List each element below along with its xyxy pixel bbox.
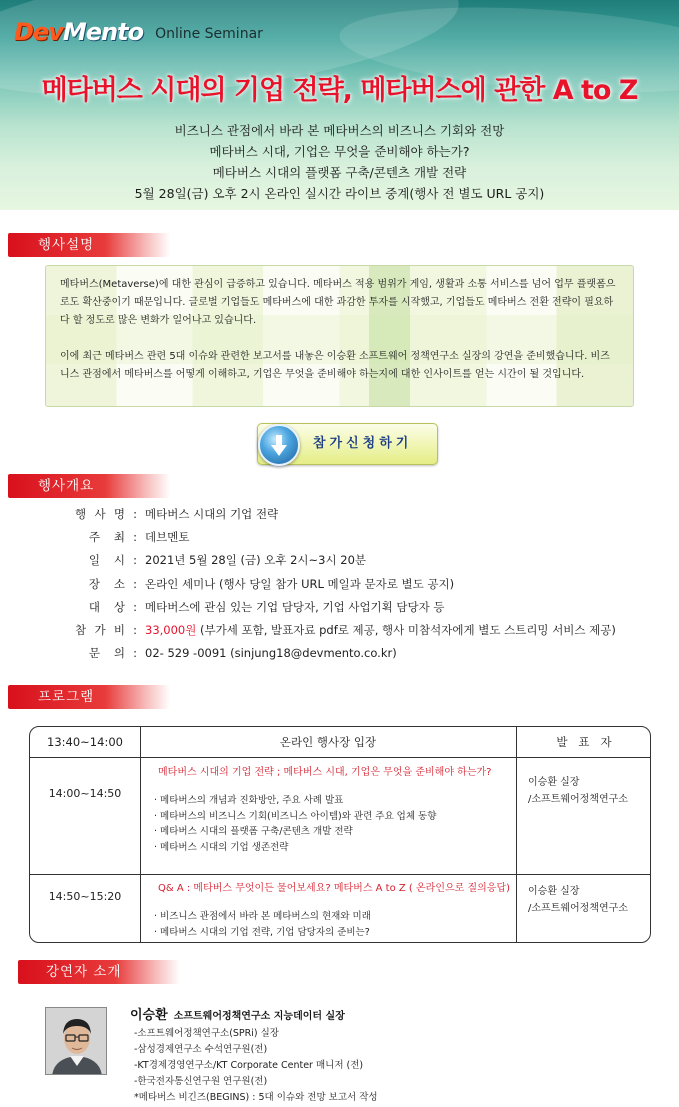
session-speaker: 이승환 실장 /소프트웨어정책연구소	[528, 886, 628, 914]
description-box	[45, 265, 634, 407]
header-banner	[0, 0, 679, 210]
overview-key: 주 최	[88, 530, 125, 545]
overview-value: 메타버스 시대의 기업 전략	[145, 507, 279, 521]
program-header-title: 온라인 행사장 입장	[279, 735, 377, 749]
overview-value: 33,000원 (부가세 포함, 발표자료 pdf로 제공, 행사 미참석자에게 별도 스트리밍 서비스 제공)	[145, 622, 616, 637]
session-bullets: · 메타버스의 개념과 진화방안, 주요 사례 발표 · 메타버스의 비즈니스 기회(비즈니스 아이템)와 관련 주요 업체 동향 · 메타버스 시대의 플랫폼 구축/콘텐츠 개발 전략 · 메타버스 시대의 기업 생존전략	[154, 795, 437, 853]
section-header-overview: 행사개요	[8, 474, 170, 498]
overview-row: 행 사 명 : 메타버스 시대의 기업 전략	[75, 503, 616, 526]
register-button-label: 참가신청하기	[313, 436, 413, 451]
overview-key: 참 가 비	[75, 622, 125, 637]
logo-subtitle: Online Seminar	[155, 26, 263, 42]
overview-key: 행 사 명	[75, 507, 125, 521]
overview-value: 온라인 세미나 (행사 당일 참가 URL 메일과 문자로 별도 공지)	[145, 576, 455, 591]
overview-key: 문 의	[88, 646, 125, 661]
header-sublines	[0, 120, 679, 204]
career-item: -한국전자통신연구원 연구원(전)	[134, 1076, 268, 1087]
overview-value: 메타버스에 관심 있는 기업 담당자, 기업 사업기획 담당자 등	[145, 599, 445, 614]
fee-amount: 33,000원	[145, 622, 197, 637]
overview-row: 장 소 : 온라인 세미나 (행사 당일 참가 URL 메일과 문자로 별도 공지)	[75, 573, 616, 596]
section-header-description: 행사설명	[8, 233, 170, 257]
section-header-program: 프로그램	[8, 685, 170, 709]
logo-mento: Mento	[62, 18, 144, 46]
down-arrow-icon	[258, 424, 300, 466]
career-item: -KT경제경영연구소/KT Corporate Center 매니저 (전)	[134, 1060, 364, 1071]
description-paragraph: 메타버스(Metaverse)에 대한 관심이 급증하고 있습니다. 메타버스 적용 범위가 게임, 생활과 소통 서비스를 넘어 업무 플랫폼으로도 확산중이기 때문입니다. 글로벌 기업들도 메타버스에 대한 과감한 투자를 시작했고, 기업들도 메타버스 전환 전략이 필요하다 할 정도로 많은 변화가 일어나고 있습니다.	[60, 279, 616, 326]
header-line: 메타버스 시대, 기업은 무엇을 준비해야 하는가?	[209, 144, 470, 159]
page-title: 메타버스 시대의 기업 전략, 메타버스에 관한 A to Z	[41, 75, 638, 106]
description-paragraph: 이에 최근 메타버스 관련 5대 이슈와 관련한 보고서를 내놓은 이승환 소프트웨어 정책연구소 실장의 강연을 준비했습니다. 비즈니스 관점에서 메타버스를 어떻게 이해하고, 기업은 무엇을 준비해야 하는지에 대한 인사이트를 얻는 시간이 될 것입니다.	[60, 351, 610, 380]
overview-key: 일 시	[88, 553, 125, 568]
session-title: 메타버스 시대의 기업 전략 ; 메타버스 시대, 기업은 무엇을 준비해야 하는가?	[158, 767, 492, 778]
overview-value: 데브멘토	[145, 530, 190, 545]
section-header-speaker: 강연자 소개	[18, 960, 180, 984]
overview-value: 02- 529 -0091 (sinjung18@devmento.co.kr)	[145, 646, 397, 661]
overview-row: 참 가 비 : 33,000원 (부가세 포함, 발표자료 pdf로 제공, 행사 미참석자에게 별도 스트리밍 서비스 제공)	[75, 619, 616, 642]
program-header-speaker: 발 표 자	[556, 735, 612, 749]
overview-row: 대 상 : 메타버스에 관심 있는 기업 담당자, 기업 사업기획 담당자 등	[75, 596, 616, 619]
speaker-career-list	[134, 1026, 378, 1106]
session-time: 14:00~14:50	[48, 787, 122, 800]
speaker-photo	[45, 1007, 107, 1075]
speaker-name: 이승환 소프트웨어정책연구소 지능데이터 실장	[130, 1008, 345, 1023]
career-item: *메타버스 비긴즈(BEGINS) : 5대 이슈와 전망 보고서 작성	[134, 1092, 378, 1103]
header-line: 메타버스 시대의 플랫폼 구축/콘텐츠 개발 전략	[212, 165, 467, 180]
session-time: 14:50~15:20	[48, 890, 122, 903]
overview-row: 문 의 : 02- 529 -0091 (sinjung18@devmento.co.kr)	[75, 642, 616, 665]
header-line: 5월 28일(금) 오후 2시 온라인 실시간 라이브 중계(행사 전 별도 URL 공지)	[134, 186, 545, 201]
overview-value: 2021년 5월 28일 (금) 오후 2시~3시 20분	[145, 553, 367, 568]
overview-row: 일 시 : 2021년 5월 28일 (금) 오후 2시~3시 20분	[75, 549, 616, 572]
career-item: -소프트웨어정책연구소(SPRi) 실장	[134, 1028, 279, 1039]
session-bullets: · 비즈니스 관점에서 바라 본 메타버스의 현재와 미래 · 메타버스 시대의 기업 전략, 기업 담당자의 준비는?	[154, 911, 371, 938]
header-line: 비즈니스 관점에서 바라 본 메타버스의 비즈니스 기회와 전망	[174, 123, 505, 138]
overview-key: 대 상	[88, 599, 125, 614]
devmento-logo[interactable]	[14, 16, 263, 48]
program-table	[29, 726, 651, 943]
overview-row: 주 최 : 데브멘토	[75, 526, 616, 549]
program-header-time: 13:40~14:00	[47, 735, 123, 749]
session-speaker: 이승환 실장 /소프트웨어정책연구소	[528, 777, 628, 805]
career-item: -삼성경제연구소 수석연구원(전)	[134, 1044, 268, 1055]
overview-key: 장 소	[88, 576, 125, 591]
speaker-affiliation: 소프트웨어정책연구소 지능데이터 실장	[173, 1011, 345, 1022]
register-button[interactable]	[257, 423, 438, 465]
session-title: Q& A : 메타버스 무엇이든 물어보세요? 메타버스 A to Z ( 온라인으로 질의응답)	[158, 883, 511, 894]
logo-dev: Dev	[14, 18, 63, 46]
overview-list	[75, 503, 616, 665]
